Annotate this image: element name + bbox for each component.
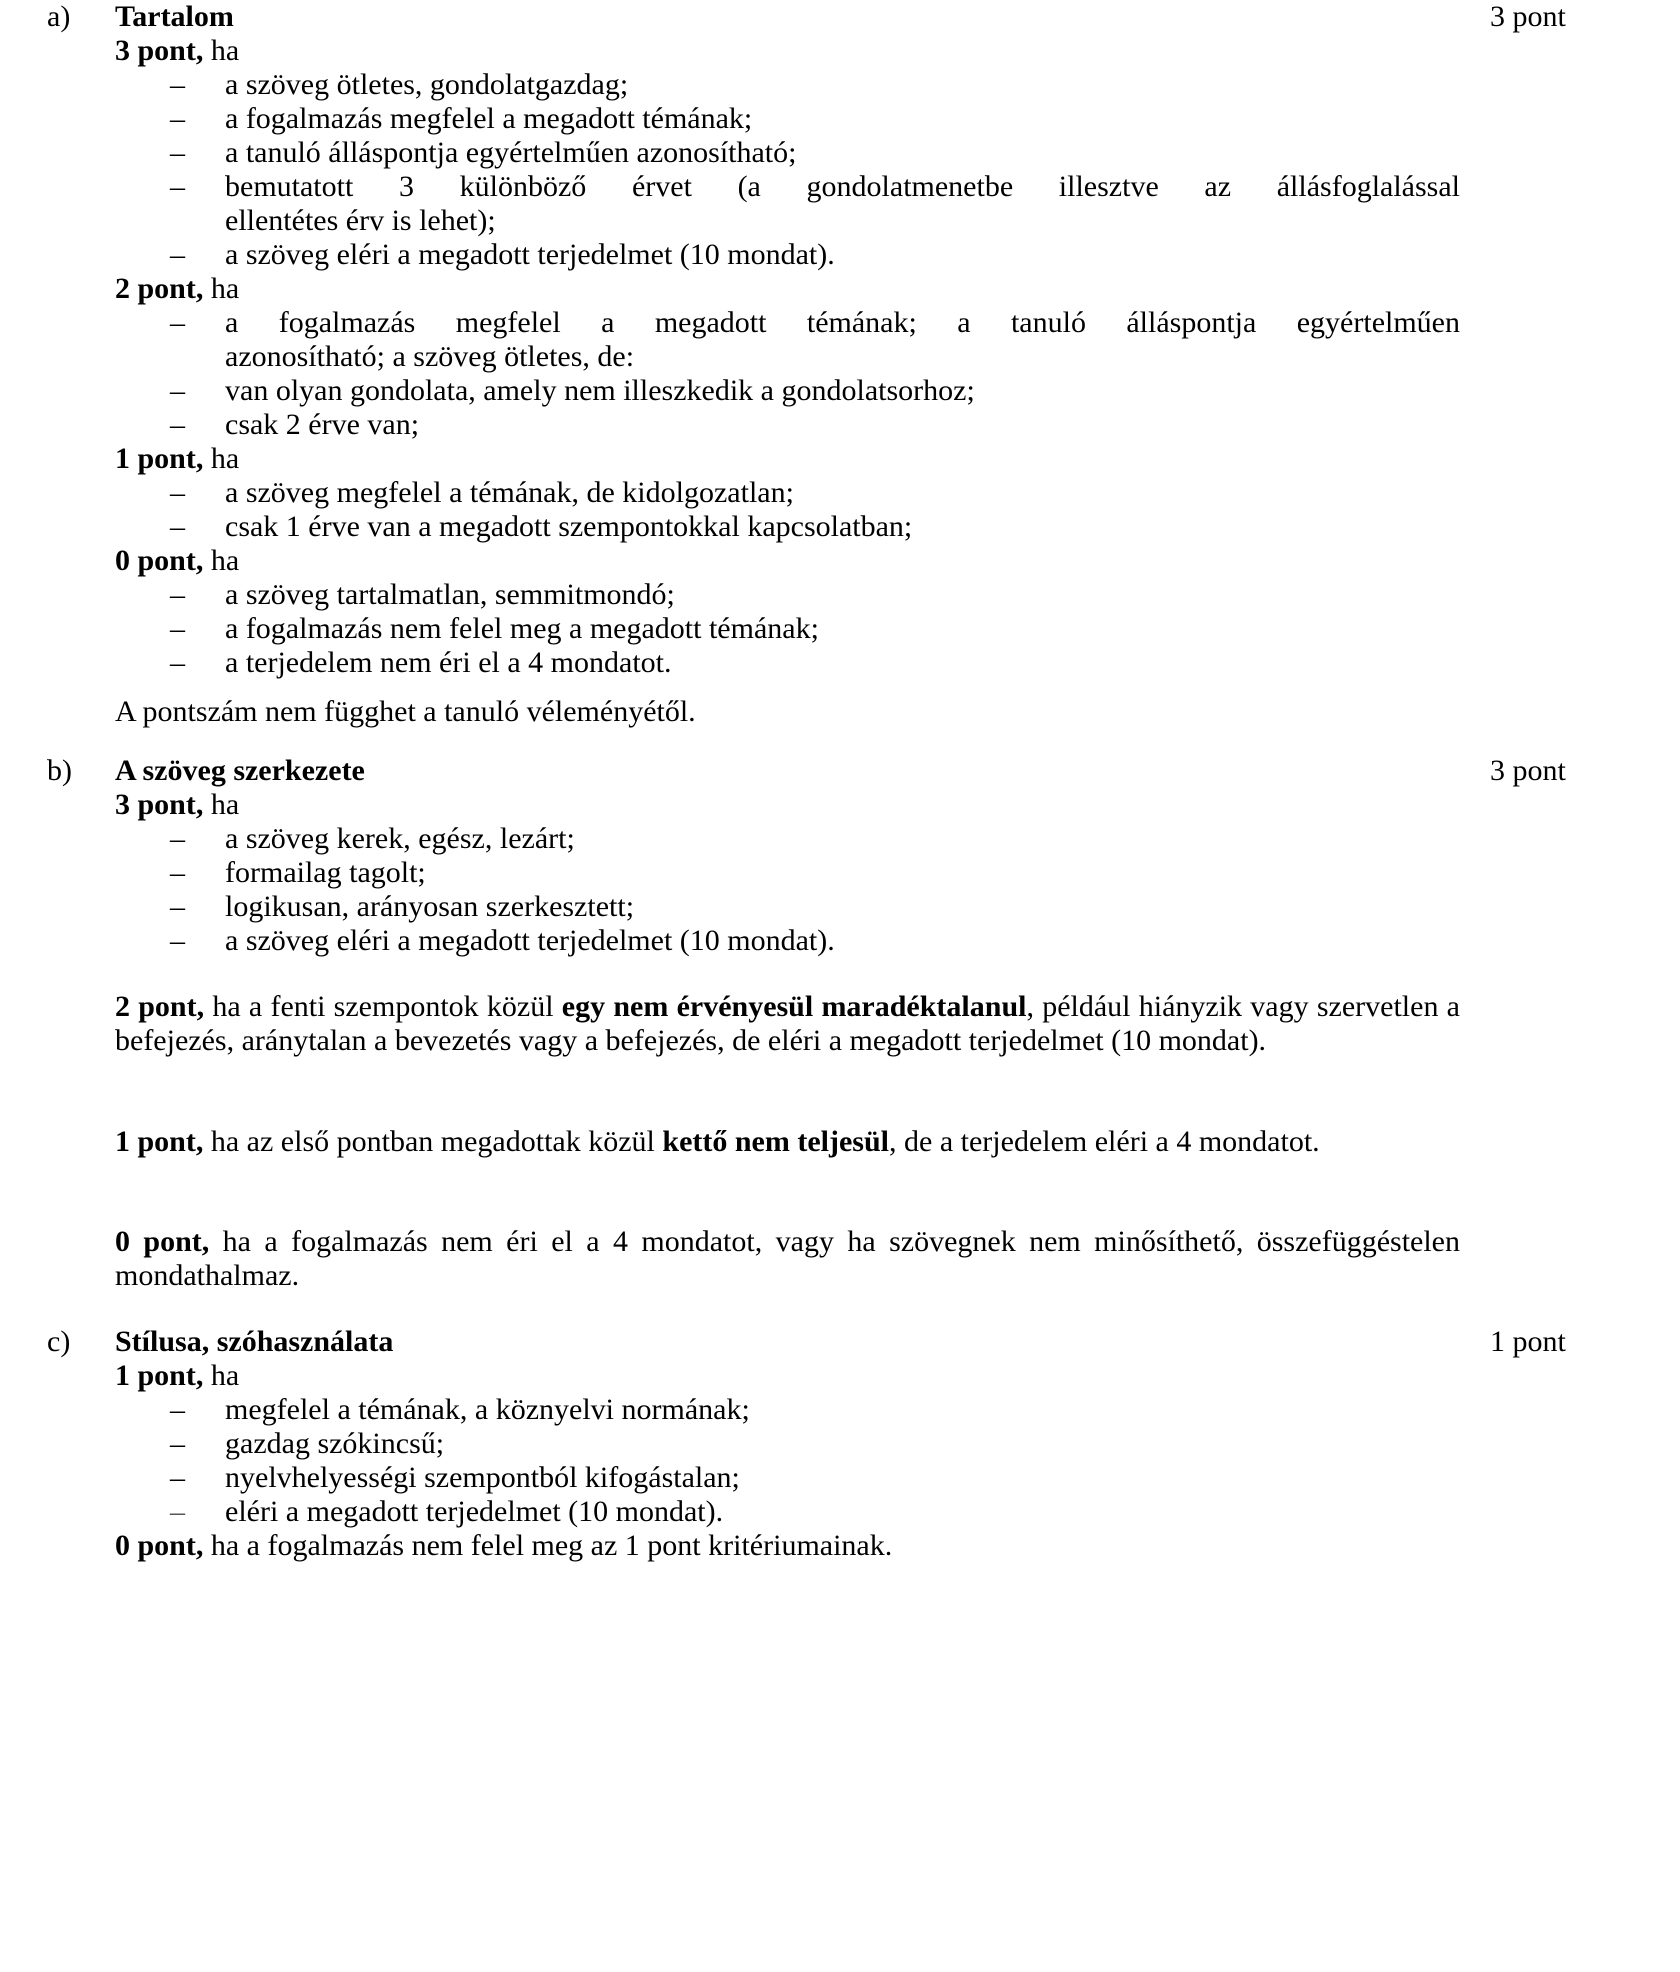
- list-item: logikusan, arányosan szerkesztett;: [225, 890, 635, 923]
- emphasis-text: egy nem érvényesül maradéktalanul: [561, 990, 1027, 1023]
- criterion-paragraph: [115, 990, 1460, 1058]
- list-item: a fogalmazás megfelel a megadott témának;: [225, 102, 753, 135]
- list-item: gazdag szókincsű;: [225, 1427, 445, 1460]
- criterion-heading: [115, 544, 239, 578]
- score-label: 3 pont,: [115, 34, 204, 67]
- list-item: nyelvhelyességi szempontból kifogástalan;: [225, 1461, 740, 1494]
- criterion-suffix: ha: [203, 34, 240, 67]
- list-item: a szöveg kerek, egész, lezárt;: [225, 822, 575, 855]
- section-title: Stílusa, szóhasználata: [115, 1325, 394, 1358]
- list-item: csak 2 érve van;: [225, 408, 420, 441]
- list-item: bemutatott 3 különböző érvet (a gondolatmenetbe illesztve az állásfoglalással: [225, 170, 1460, 203]
- paragraph-text: ha a fogalmazás nem éri el a 4 mondatot, vagy ha szövegnek nem minősíthető, összefüggéstelen mondathalmaz.: [115, 1225, 1460, 1292]
- score-label: 0 pont,: [115, 1529, 204, 1562]
- list-item: a tanuló álláspontja egyértelműen azonosítható;: [225, 136, 797, 169]
- section-letter: b): [47, 754, 72, 787]
- dash-icon: –: [170, 306, 185, 339]
- dash-icon: –: [170, 510, 185, 543]
- list-item: formailag tagolt;: [225, 856, 426, 889]
- dash-icon: –: [170, 136, 185, 169]
- score-label: 2 pont,: [115, 990, 205, 1023]
- criterion-paragraph: [115, 1225, 1460, 1293]
- list-item: a terjedelem nem éri el a 4 mondatot.: [225, 646, 672, 679]
- dash-icon: –: [170, 822, 185, 855]
- list-item: a fogalmazás megfelel a megadott témának; a tanuló álláspontja egyértelműen: [225, 306, 1460, 339]
- dash-icon: –: [170, 102, 185, 135]
- dash-icon: –: [170, 890, 185, 923]
- list-item: eléri a megadott terjedelmet (10 mondat).: [225, 1495, 724, 1528]
- list-item: a szöveg eléri a megadott terjedelmet (10 mondat).: [225, 924, 835, 957]
- score-label: 0 pont,: [115, 1225, 210, 1258]
- dash-icon: –: [170, 1461, 185, 1494]
- dash-icon: –: [170, 1427, 185, 1460]
- list-item: a fogalmazás nem felel meg a megadott témának;: [225, 612, 819, 645]
- list-item: a szöveg megfelel a témának, de kidolgozatlan;: [225, 476, 794, 509]
- criterion-heading: [115, 442, 239, 476]
- dash-icon: –: [170, 170, 185, 203]
- paragraph-text: ha a fenti szempontok közül: [204, 990, 562, 1023]
- criterion-heading: [115, 272, 239, 306]
- list-item: a szöveg eléri a megadott terjedelmet (10 mondat).: [225, 238, 835, 271]
- section-letter: a): [47, 0, 71, 33]
- section-title: Tartalom: [115, 0, 234, 33]
- score-label: 0 pont,: [115, 544, 204, 577]
- dash-icon: –: [170, 924, 185, 957]
- section-points: 3 pont: [1490, 0, 1566, 33]
- section-points: 1 pont: [1490, 1325, 1566, 1358]
- dash-icon: –: [170, 374, 185, 407]
- criterion-paragraph: [115, 1125, 1460, 1159]
- score-label: 1 pont,: [115, 1359, 204, 1392]
- score-label: 1 pont,: [115, 1125, 204, 1158]
- list-item: a szöveg tartalmatlan, semmitmondó;: [225, 578, 675, 611]
- emphasis-text: kettő nem teljesül: [662, 1125, 890, 1158]
- paragraph-text: , de a terjedelem eléri a 4 mondatot.: [889, 1125, 1320, 1158]
- section-letter: c): [47, 1325, 71, 1358]
- section-title: A szöveg szerkezete: [115, 754, 365, 787]
- criterion-heading: [115, 34, 239, 68]
- criterion-suffix: ha: [203, 788, 240, 821]
- list-item: megfelel a témának, a köznyelvi normának;: [225, 1393, 750, 1426]
- dash-icon: –: [170, 578, 185, 611]
- score-label: 2 pont,: [115, 272, 204, 305]
- criterion-suffix: ha: [203, 1359, 240, 1392]
- list-item: van olyan gondolata, amely nem illeszkedik a gondolatsorhoz;: [225, 374, 975, 407]
- criterion-suffix: ha: [203, 272, 240, 305]
- criterion-heading: [115, 788, 239, 822]
- paragraph-text: ha az első pontban megadottak közül: [203, 1125, 663, 1158]
- criterion-heading: [115, 1359, 239, 1393]
- dash-icon: –: [170, 408, 185, 441]
- dash-icon: –: [170, 646, 185, 679]
- dash-icon: –: [170, 612, 185, 645]
- criterion-suffix: ha: [203, 544, 240, 577]
- score-label: 1 pont,: [115, 442, 204, 475]
- score-label: 3 pont,: [115, 788, 204, 821]
- list-item-continuation: azonosítható; a szöveg ötletes, de:: [225, 340, 635, 373]
- criterion-heading: [115, 1529, 892, 1563]
- dash-icon: –: [170, 238, 185, 271]
- dash-icon: –: [170, 1495, 185, 1528]
- criterion-suffix: ha a fogalmazás nem felel meg az 1 pont kritériumainak.: [203, 1529, 893, 1562]
- list-item-continuation: ellentétes érv is lehet);: [225, 204, 496, 237]
- section-note: A pontszám nem függhet a tanuló véleményétől.: [115, 695, 696, 728]
- paragraph-text: , például hiányzik vagy szervetlen a befejezés, aránytalan a bevezetés vagy a befejezés, de eléri a megadott terjedelmet (10 mondat).: [115, 990, 1460, 1057]
- list-item: csak 1 érve van a megadott szempontokkal kapcsolatban;: [225, 510, 913, 543]
- section-points: 3 pont: [1490, 754, 1566, 787]
- criterion-suffix: ha: [203, 442, 240, 475]
- dash-icon: –: [170, 68, 185, 101]
- dash-icon: –: [170, 856, 185, 889]
- dash-icon: –: [170, 476, 185, 509]
- dash-icon: –: [170, 1393, 185, 1426]
- list-item: a szöveg ötletes, gondolatgazdag;: [225, 68, 629, 101]
